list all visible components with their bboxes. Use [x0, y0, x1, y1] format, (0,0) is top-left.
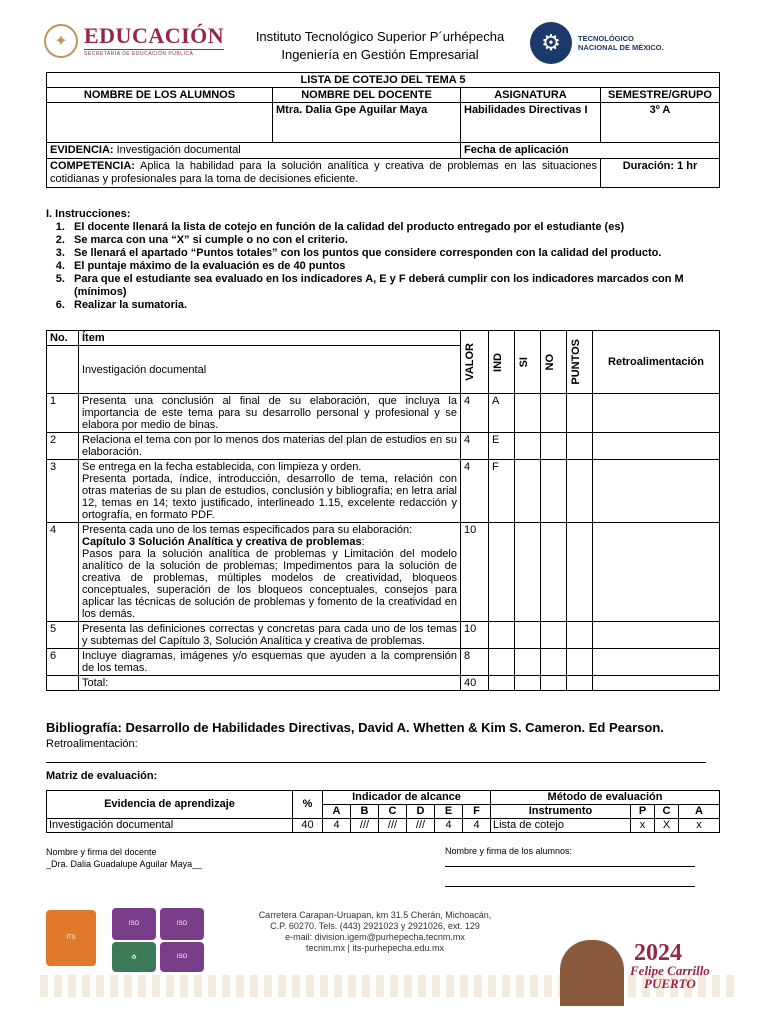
iso-cert-icon: ISO [160, 908, 204, 940]
alumnos-signature-line[interactable] [445, 886, 695, 887]
col-no-cumple: NO [544, 353, 556, 371]
row-text: Presenta una conclusión al final de su elaboración, que incluya la importancia de este tema para su desarrollo personal y profesional y se elabora por medio de binas. [79, 394, 461, 433]
row-ind: F [489, 460, 515, 523]
evidencia-value: Investigación documental [113, 144, 241, 156]
row-si[interactable] [515, 649, 541, 676]
tecnm-logo [530, 22, 664, 64]
row-si[interactable] [515, 394, 541, 433]
header-asignatura: ASIGNATURA [461, 88, 601, 103]
row-text-chapter [82, 536, 457, 548]
evidencia-cell [47, 143, 461, 159]
its-logo-icon: ITS [46, 910, 96, 966]
row-ind: E [489, 433, 515, 460]
iso-cert-icon: ISO [160, 942, 204, 972]
felipe-carrillo-puerto-logo [560, 940, 730, 1006]
instruction-item: 3. Se llenará el apartado “Puntos totales” con los puntos que considere corresponden con la calidad del producto. [68, 247, 726, 260]
chapter-title: Capítulo 3 Solución Analítica y creativa de problemas [82, 536, 362, 548]
total-label: Total: [79, 676, 461, 691]
info-table [46, 72, 720, 188]
year-label: 2024 [634, 940, 682, 966]
item-subheader: Investigación documental [79, 346, 461, 394]
row-si[interactable] [515, 622, 541, 649]
page-header [0, 18, 768, 70]
edu-subtitle: SECRETARÍA DE EDUCACIÓN PÚBLICA [84, 49, 224, 57]
iso-cert-icon: ISO [112, 908, 156, 940]
row-text: Presenta las definiciones correctas y concretas para cada uno de los temas y subtemas del Capítulo 3, Solución Analítica y creativa de problemas. [79, 622, 461, 649]
docente-signature-name: _Dra. Dalia Guadalupe Aguilar Maya__ [46, 859, 203, 869]
matrix-value: /// [379, 819, 407, 833]
row-no: 4 [47, 523, 79, 622]
row-no-cumple[interactable] [541, 523, 567, 622]
header-alumnos: NOMBRE DE LOS ALUMNOS [47, 88, 273, 103]
matrix-instrumento-header: Instrumento [491, 805, 631, 819]
duracion-cell: Duración: 1 hr [601, 159, 720, 188]
docente-signature-label: Nombre y firma del docente [46, 847, 157, 857]
row-valor: 10 [461, 622, 489, 649]
fcp-label [630, 964, 710, 990]
instruction-item: 1. El docente llenará la lista de cotejo en función de la calidad del producto entregado por el estudiante (es) [68, 221, 726, 234]
matrix-pct: 40 [293, 819, 323, 833]
alumnos-signature-label: Nombre y firma de los alumnos: [445, 846, 573, 856]
matrix-p-header: P [631, 805, 655, 819]
row-retro[interactable] [593, 523, 720, 622]
row-text-line: Presenta cada uno de los temas especificados para su elaboración: [82, 524, 413, 536]
matrix-value: 4 [323, 819, 351, 833]
total-row [47, 676, 720, 691]
row-no-cumple[interactable] [541, 460, 567, 523]
sep-logo [44, 24, 224, 58]
row-valor: 4 [461, 394, 489, 433]
table-row [47, 394, 720, 433]
matrix-p: x [631, 819, 655, 833]
instruction-item: 6. Realizar la sumatoria. [68, 299, 726, 312]
header-docente: NOMBRE DEL DOCENTE [273, 88, 461, 103]
matrix-letter: D [407, 805, 435, 819]
matrix-value: 4 [435, 819, 463, 833]
col-item: Ítem [79, 331, 461, 346]
matrix-row [47, 819, 720, 833]
row-si[interactable] [515, 523, 541, 622]
matrix-c: X [655, 819, 679, 833]
docente-signature [46, 846, 202, 870]
competencia-value: Aplica la habilidad para la solución analítica y creativa de problemas en las situaciones cotidianas y profesionales para la toma de decisiones eficiente. [50, 160, 597, 185]
instruction-item: 2. Se marca con una “X” si cumple o no con el criterio. [68, 234, 726, 247]
matrix-value: /// [351, 819, 379, 833]
row-no-cumple[interactable] [541, 649, 567, 676]
matrix-evidencia-header: Evidencia de aprendizaje [47, 791, 293, 819]
row-ind [489, 649, 515, 676]
row-no-cumple[interactable] [541, 394, 567, 433]
tec-line: TECNOLÓGICO [578, 34, 634, 43]
career-line: Ingeniería en Gestión Empresarial [281, 47, 479, 62]
matrix-pct-header: % [293, 791, 323, 819]
col-si: SI [518, 356, 530, 368]
row-no: 3 [47, 460, 79, 523]
eagle-seal-icon: ✦ [44, 24, 78, 58]
alumnos-cell[interactable] [47, 103, 273, 143]
row-no: 6 [47, 649, 79, 676]
matrix-indicador-header: Indicador de alcance [323, 791, 491, 805]
row-no-cumple[interactable] [541, 433, 567, 460]
row-text [79, 460, 461, 523]
chapter-colon: : [361, 536, 365, 548]
bibliography: Bibliografía: Desarrollo de Habilidades Directivas, David A. Whetten & Kim S. Cameron. Ed Pearson. [46, 720, 664, 735]
table-row [47, 460, 720, 523]
matrix-value: 4 [463, 819, 491, 833]
row-retro[interactable] [593, 622, 720, 649]
asignatura-cell: Habilidades Directivas I [461, 103, 601, 143]
row-retro[interactable] [593, 433, 720, 460]
row-text [79, 523, 461, 622]
matrix-value: /// [407, 819, 435, 833]
row-no: 2 [47, 433, 79, 460]
row-valor: 8 [461, 649, 489, 676]
row-si[interactable] [515, 433, 541, 460]
row-valor: 4 [461, 460, 489, 523]
row-ind [489, 523, 515, 622]
matrix-letter: E [435, 805, 463, 819]
retro-line[interactable] [46, 762, 706, 763]
matrix-letter: F [463, 805, 491, 819]
row-text: Incluye diagramas, imágenes y/o esquemas que ayuden a la comprensión de los temas. [79, 649, 461, 676]
col-valor: VALOR [464, 343, 476, 381]
table-row [47, 649, 720, 676]
certification-logos [46, 906, 206, 976]
address-line: C.P. 60270. Tels. (443) 2921023 y 2921026, ext. 129 [270, 921, 480, 931]
email-link[interactable]: e-mail: division.igem@purhepecha.tecnm.mx [285, 932, 465, 942]
matrix-title: Matriz de evaluación: [46, 770, 158, 782]
row-retro[interactable] [593, 460, 720, 523]
competencia-cell [47, 159, 601, 188]
gear-logo-icon: ⚙ [530, 22, 572, 64]
alumnos-signature-line[interactable] [445, 866, 695, 867]
table-row [47, 433, 720, 460]
row-ind [489, 622, 515, 649]
instructions [46, 208, 726, 312]
institution-line: Instituto Tecnológico Superior P´urhépecha [255, 29, 505, 44]
matrix-evidencia: Investigación documental [47, 819, 293, 833]
plastic-free-icon: ♻ [112, 942, 156, 972]
instruction-item: 4. El puntaje máximo de la evaluación es de 40 puntos [68, 260, 726, 273]
matrix-a: x [679, 819, 720, 833]
matrix-c-header: C [655, 805, 679, 819]
col-retro: Retroalimentación [593, 331, 720, 394]
matrix-instrumento: Lista de cotejo [491, 819, 631, 833]
tec-line: NACIONAL DE MÉXICO. [578, 43, 664, 52]
row-puntos[interactable] [567, 523, 593, 622]
row-puntos[interactable] [567, 622, 593, 649]
row-puntos[interactable] [567, 460, 593, 523]
matrix-letter: C [379, 805, 407, 819]
web-links[interactable]: tecnm.mx | its-purhepecha.edu.mx [306, 943, 444, 953]
row-no: 1 [47, 394, 79, 433]
instructions-list [46, 221, 726, 312]
row-ind: A [489, 394, 515, 433]
docente-cell: Mtra. Dalia Gpe Aguilar Maya [273, 103, 461, 143]
matrix-letter: A [323, 805, 351, 819]
edu-title: EDUCACIÓN [84, 23, 225, 48]
table-row [47, 523, 720, 622]
fecha-cell: Fecha de aplicación [461, 143, 720, 159]
matrix-metodo-header: Método de evaluación [491, 791, 720, 805]
row-retro[interactable] [593, 649, 720, 676]
col-no: No. [47, 331, 79, 346]
address-line: Carretera Carapan-Uruapan, km 31.5 Cherán, Michoacán, [258, 910, 492, 920]
row-puntos[interactable] [567, 649, 593, 676]
checklist-table [46, 330, 720, 691]
form-title: LISTA DE COTEJO DEL TEMA 5 [47, 73, 720, 88]
row-text-detail: Pasos para la solución analítica de problemas y Limitación del modelo analítico de la solución de problemas; Impedimentos para la solución de creativa de problemas, múltiples modelos de creatividad, bloqueos conceptuales, superación de los bloqueos conceptuales, consejos para aplicar las técnicas de solución de problemas y fomento de la creatividad en los demás. [82, 548, 457, 620]
table-row [47, 622, 720, 649]
row-retro[interactable] [593, 394, 720, 433]
institution-name [230, 28, 530, 64]
total-value: 40 [461, 676, 489, 691]
retro-label: Retroalimentación: [46, 738, 138, 750]
row-valor: 4 [461, 433, 489, 460]
row-no-cumple[interactable] [541, 622, 567, 649]
evaluation-matrix [46, 790, 720, 833]
instruction-item: 5. Para que el estudiante sea evaluado en los indicadores A, E y F deberá cumplir con los indicadores marcados con M (mínimos) [68, 273, 726, 299]
row-si[interactable] [515, 460, 541, 523]
row-text: Relaciona el tema con por lo menos dos materias del plan de estudios en su elaboración. [79, 433, 461, 460]
row-puntos[interactable] [567, 433, 593, 460]
col-ind: IND [492, 352, 504, 372]
evidencia-label: EVIDENCIA: [50, 144, 114, 156]
fcp-line: Felipe Carrillo [630, 963, 710, 978]
col-puntos: PUNTOS [570, 339, 582, 385]
portrait-icon [560, 940, 624, 1006]
total-puntos[interactable] [567, 676, 593, 691]
row-text-line: Se entrega en la fecha establecida, con limpieza y orden. [82, 461, 362, 473]
row-text-detail: Presenta portada, índice, introducción, desarrollo de tema, relación con otras materias de su plan de estudios, conclusión y bibliografía; en letra arial 12, temas en 14; texto justificado, interlineado 1.15, excelente redacción y ortografía, en formato PDF. [82, 473, 457, 521]
row-valor: 10 [461, 523, 489, 622]
instructions-heading: I. Instrucciones: [46, 208, 131, 220]
fcp-line: PUERTO [644, 976, 696, 991]
matrix-letter: B [351, 805, 379, 819]
footer-address [230, 910, 520, 954]
competencia-label: COMPETENCIA: [50, 160, 135, 172]
row-puntos[interactable] [567, 394, 593, 433]
matrix-a-header: A [679, 805, 720, 819]
semestre-cell: 3º A [601, 103, 720, 143]
header-semestre: SEMESTRE/GRUPO [601, 88, 720, 103]
row-no: 5 [47, 622, 79, 649]
